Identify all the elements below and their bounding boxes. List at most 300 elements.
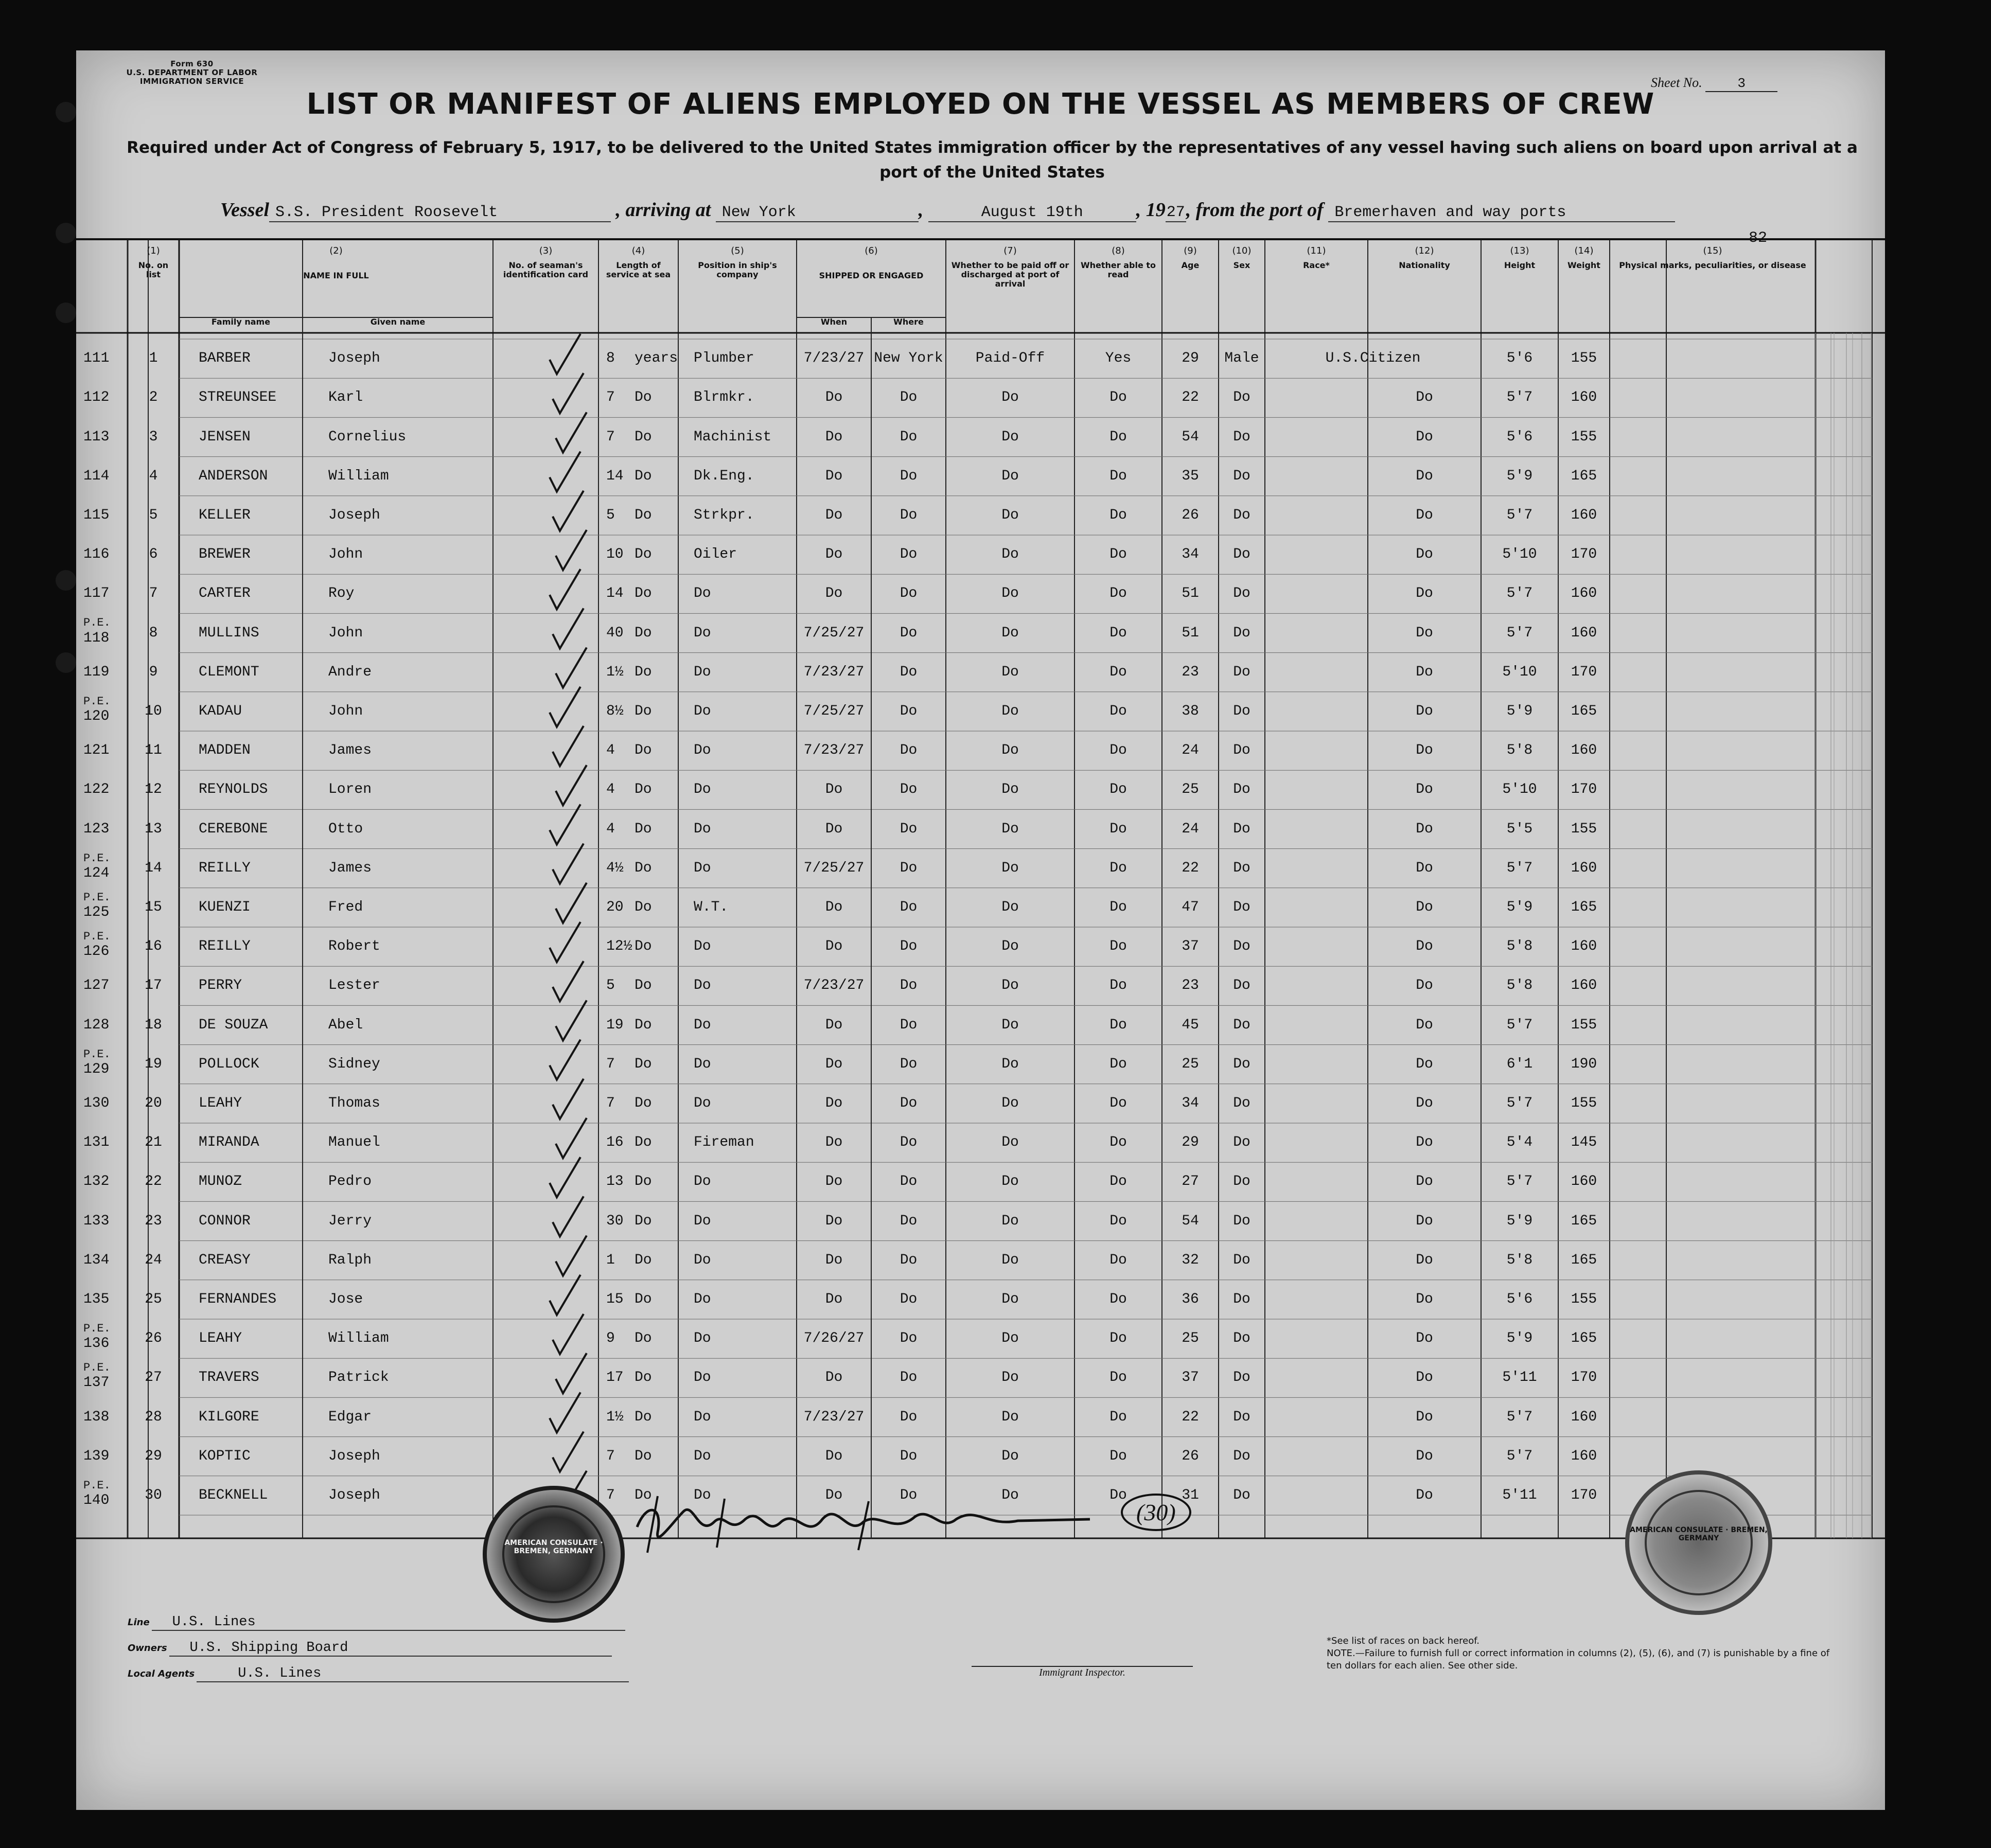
arrival-date: August 19th xyxy=(928,204,1136,222)
service-unit: Do xyxy=(635,1213,652,1229)
given-name: Karl xyxy=(328,389,363,406)
service-length: 4 xyxy=(606,821,615,837)
age: 34 xyxy=(1182,546,1199,563)
service-unit: Do xyxy=(635,468,652,484)
weight: 155 xyxy=(1571,821,1597,837)
height: 5'10 xyxy=(1502,664,1537,680)
family-name: ANDERSON xyxy=(199,468,268,484)
sheet-number-value: 3 xyxy=(1705,76,1777,92)
race: Do xyxy=(1416,585,1433,602)
height: 5'4 xyxy=(1506,1134,1533,1151)
paid-off: Do xyxy=(1001,1213,1019,1229)
height: 6'1 xyxy=(1506,1056,1533,1072)
height: 5'8 xyxy=(1506,1252,1533,1268)
able-to-read: Do xyxy=(1109,1095,1127,1111)
margin-mark: 82 xyxy=(1749,229,1768,247)
paid-off: Do xyxy=(1001,821,1019,837)
race: Do xyxy=(1416,703,1433,719)
paid-off: Do xyxy=(1001,1409,1019,1425)
service-length: 7 xyxy=(606,389,615,406)
pe-mark: P.E. xyxy=(83,930,111,943)
weight: 170 xyxy=(1571,1487,1597,1503)
able-to-read: Do xyxy=(1109,1134,1127,1151)
column-header: Physical marks, peculiarities, or disease xyxy=(1619,260,1806,270)
ship-position: Do xyxy=(694,1409,711,1425)
column-number: (3) xyxy=(539,245,553,256)
column-number: (2) xyxy=(329,245,343,256)
penalty-note: NOTE.—Failure to furnish full or correct information in columns (2), (5), (6), and (7) is punishable by a fine of ten dollars for each alien. See other side. xyxy=(1327,1648,1830,1671)
age: 22 xyxy=(1182,389,1199,406)
list-number: 9 xyxy=(149,664,158,680)
family-name: MULLINS xyxy=(199,625,259,641)
ship-position: Do xyxy=(694,938,711,955)
service-length: 7 xyxy=(606,1487,615,1503)
list-number: 12 xyxy=(145,781,162,798)
margin-number: 120 xyxy=(83,708,110,724)
able-to-read: Do xyxy=(1109,546,1127,563)
age: 51 xyxy=(1182,585,1199,602)
binder-hole xyxy=(56,652,76,673)
column-header: Height xyxy=(1504,260,1536,270)
pe-mark: P.E. xyxy=(83,1479,111,1492)
shipped-where: Do xyxy=(900,1487,918,1503)
sex: Male xyxy=(1224,350,1259,367)
sex: Do xyxy=(1233,507,1250,523)
shipped-where: Do xyxy=(900,546,918,563)
family-name: KUENZI xyxy=(199,899,251,915)
ship-position: Do xyxy=(694,781,711,798)
shipped-where: Do xyxy=(900,781,918,798)
height: 5'7 xyxy=(1506,585,1533,602)
agents-value: U.S. Lines xyxy=(197,1666,629,1682)
paid-off: Do xyxy=(1001,664,1019,680)
age: 22 xyxy=(1182,860,1199,876)
paid-off: Do xyxy=(1001,938,1019,955)
family-name: CREASY xyxy=(199,1252,251,1268)
list-number: 25 xyxy=(145,1291,162,1307)
list-number: 5 xyxy=(149,507,158,523)
service-length: 17 xyxy=(606,1370,624,1386)
margin-number: 134 xyxy=(83,1252,110,1268)
weight: 160 xyxy=(1571,585,1597,602)
ship-position: Blrmkr. xyxy=(694,389,754,406)
paid-off: Do xyxy=(1001,860,1019,876)
paid-off: Do xyxy=(1001,703,1019,719)
shipped-where: Do xyxy=(900,1056,918,1072)
column-number: (5) xyxy=(731,245,744,256)
shipped-where: Do xyxy=(900,821,918,837)
race: Do xyxy=(1416,664,1433,680)
family-name: KELLER xyxy=(199,507,251,523)
service-length: 1½ xyxy=(606,664,624,680)
given-name: Joseph xyxy=(328,1448,380,1464)
column-header: SHIPPED OR ENGAGED xyxy=(819,271,924,280)
departure-port: Bremerhaven and way ports xyxy=(1328,204,1675,222)
ship-position: Do xyxy=(694,978,711,994)
height: 5'6 xyxy=(1506,1291,1533,1307)
agents-field xyxy=(128,1666,668,1682)
owners-label: Owners xyxy=(128,1643,167,1654)
shipped-when: Do xyxy=(825,1252,843,1268)
column-header: Nationality xyxy=(1399,260,1450,270)
sex: Do xyxy=(1233,625,1250,641)
age: 38 xyxy=(1182,703,1199,719)
vessel-name: S.S. President Roosevelt xyxy=(269,204,611,222)
family-name: BECKNELL xyxy=(199,1487,268,1503)
race: Do xyxy=(1416,978,1433,994)
line-field xyxy=(128,1614,668,1631)
height: 5'9 xyxy=(1506,899,1533,915)
service-length: 7 xyxy=(606,1095,615,1111)
shipped-when: 7/23/27 xyxy=(803,664,865,680)
ship-position: Do xyxy=(694,664,711,680)
binder-hole xyxy=(56,223,76,243)
margin-number: 127 xyxy=(83,978,110,994)
footer-notes xyxy=(1327,1635,1841,1672)
able-to-read: Do xyxy=(1109,860,1127,876)
column-subheader: Given name xyxy=(370,317,426,327)
weight: 165 xyxy=(1571,1252,1597,1268)
able-to-read: Do xyxy=(1109,389,1127,406)
sex: Do xyxy=(1233,1291,1250,1307)
paid-off: Do xyxy=(1001,899,1019,915)
margin-number: 115 xyxy=(83,507,110,523)
stamp-inner-ring xyxy=(1645,1490,1753,1595)
shipped-where: Do xyxy=(900,625,918,641)
column-header: Position in ship's company xyxy=(698,260,777,279)
race: Do xyxy=(1416,938,1433,955)
age: 32 xyxy=(1182,1252,1199,1268)
shipped-when: Do xyxy=(825,1095,843,1111)
shipped-when: Do xyxy=(825,821,843,837)
weight: 160 xyxy=(1571,938,1597,955)
list-number: 3 xyxy=(149,429,158,445)
line-label: Line xyxy=(128,1617,150,1628)
ship-position: Fireman xyxy=(694,1134,754,1151)
column-header: Length of service at sea xyxy=(606,260,671,279)
paid-off: Do xyxy=(1001,1017,1019,1033)
inspector-line: Immigrant Inspector. xyxy=(972,1666,1193,1679)
age: 22 xyxy=(1182,1409,1199,1425)
shipped-when: 7/25/27 xyxy=(803,860,865,876)
family-name: DE SOUZA xyxy=(199,1017,268,1033)
race: Do xyxy=(1416,1330,1433,1347)
given-name: Cornelius xyxy=(328,429,407,445)
column-header: Whether able to read xyxy=(1080,260,1156,279)
service-unit: Do xyxy=(635,664,652,680)
paid-off: Do xyxy=(1001,978,1019,994)
race: Do xyxy=(1416,860,1433,876)
margin-number: 124 xyxy=(83,865,110,881)
consulate-stamp-right xyxy=(1625,1470,1772,1615)
race-note: *See list of races on back hereof. xyxy=(1327,1636,1479,1646)
race: Do xyxy=(1416,1134,1433,1151)
paid-off: Do xyxy=(1001,546,1019,563)
able-to-read: Do xyxy=(1109,742,1127,759)
signature-scribble xyxy=(627,1491,1203,1558)
line-value: U.S. Lines xyxy=(152,1614,625,1631)
paid-off: Do xyxy=(1001,1095,1019,1111)
column-header: Race* xyxy=(1303,260,1330,270)
ship-position: Do xyxy=(694,1448,711,1464)
given-name: Abel xyxy=(328,1017,363,1033)
able-to-read: Do xyxy=(1109,1056,1127,1072)
sex: Do xyxy=(1233,1487,1250,1503)
family-name: MADDEN xyxy=(199,742,251,759)
column-number: (11) xyxy=(1307,245,1326,256)
family-name: REYNOLDS xyxy=(199,781,268,798)
shipped-when: Do xyxy=(825,1448,843,1464)
given-name: Pedro xyxy=(328,1174,372,1190)
list-number: 27 xyxy=(145,1370,162,1386)
race: Do xyxy=(1416,429,1433,445)
sheet-number-label: Sheet No. xyxy=(1651,75,1702,90)
race: Do xyxy=(1416,1252,1433,1268)
race: Do xyxy=(1416,821,1433,837)
service-length: 20 xyxy=(606,899,624,915)
weight: 160 xyxy=(1571,507,1597,523)
pe-mark: P.E. xyxy=(83,1322,111,1335)
family-name: KADAU xyxy=(199,703,242,719)
ship-position: Do xyxy=(694,1017,711,1033)
weight: 165 xyxy=(1571,703,1597,719)
service-unit: years xyxy=(635,350,678,367)
year-prefix: 19 xyxy=(1146,199,1166,221)
able-to-read: Do xyxy=(1109,507,1127,523)
column-number: (13) xyxy=(1510,245,1529,256)
shipped-when: Do xyxy=(825,585,843,602)
paid-off: Do xyxy=(1001,1291,1019,1307)
ship-position: Do xyxy=(694,1252,711,1268)
family-name: PERRY xyxy=(199,978,242,994)
shipped-when: Do xyxy=(825,938,843,955)
shipped-when: Do xyxy=(825,1056,843,1072)
list-number: 26 xyxy=(145,1330,162,1347)
service-unit: Do xyxy=(635,781,652,798)
service-unit: Do xyxy=(635,860,652,876)
shipped-where: Do xyxy=(900,899,918,915)
shipped-when: Do xyxy=(825,781,843,798)
shipped-where: Do xyxy=(900,507,918,523)
service-length: 5 xyxy=(606,507,615,523)
column-number: (9) xyxy=(1184,245,1197,256)
family-name: LEAHY xyxy=(199,1330,242,1347)
race: Do xyxy=(1416,1213,1433,1229)
ship-position: Do xyxy=(694,742,711,759)
paid-off: Do xyxy=(1001,507,1019,523)
margin-number: 113 xyxy=(83,429,110,445)
sex: Do xyxy=(1233,1017,1250,1033)
given-name: Otto xyxy=(328,821,363,837)
age: 34 xyxy=(1182,1095,1199,1111)
race: Do xyxy=(1416,468,1433,484)
service-unit: Do xyxy=(635,978,652,994)
list-number: 6 xyxy=(149,546,158,563)
age: 36 xyxy=(1182,1291,1199,1307)
shipped-where: Do xyxy=(900,585,918,602)
paid-off: Do xyxy=(1001,389,1019,406)
able-to-read: Do xyxy=(1109,1448,1127,1464)
margin-number: 128 xyxy=(83,1017,110,1033)
shipped-where: New York xyxy=(874,350,943,367)
given-name: William xyxy=(328,468,389,484)
height: 5'6 xyxy=(1506,350,1533,367)
race: U.S.Citizen xyxy=(1325,350,1421,367)
shipped-when: Do xyxy=(825,1487,843,1503)
age: 24 xyxy=(1182,742,1199,759)
able-to-read: Do xyxy=(1109,703,1127,719)
signature xyxy=(627,1491,1203,1558)
margin-number: 121 xyxy=(83,742,110,759)
race: Do xyxy=(1416,1487,1433,1503)
weight: 155 xyxy=(1571,429,1597,445)
age: 54 xyxy=(1182,429,1199,445)
able-to-read: Do xyxy=(1109,468,1127,484)
weight: 145 xyxy=(1571,1134,1597,1151)
paid-off: Paid-Off xyxy=(975,350,1045,367)
column-number: (7) xyxy=(1003,245,1017,256)
able-to-read: Do xyxy=(1109,585,1127,602)
able-to-read: Do xyxy=(1109,1409,1127,1425)
document-subtitle: Required under Act of Congress of February 5, 1917, to be delivered to the United States immigration officer by the representatives of any vessel having such aliens on board upon arrival at a port of the United States xyxy=(127,138,1858,182)
age: 31 xyxy=(1182,1487,1199,1503)
able-to-read: Do xyxy=(1109,664,1127,680)
margin-number: 114 xyxy=(83,468,110,484)
able-to-read: Do xyxy=(1109,899,1127,915)
able-to-read: Do xyxy=(1109,625,1127,641)
service-unit: Do xyxy=(635,1174,652,1190)
shipped-where: Do xyxy=(900,860,918,876)
given-name: Roy xyxy=(328,585,355,602)
sex: Do xyxy=(1233,860,1250,876)
ship-position: Strkpr. xyxy=(694,507,754,523)
height: 5'7 xyxy=(1506,507,1533,523)
sex: Do xyxy=(1233,1370,1250,1386)
age: 37 xyxy=(1182,1370,1199,1386)
sex: Do xyxy=(1233,781,1250,798)
signature-count: (30) xyxy=(1121,1494,1191,1531)
shipped-when: 7/23/27 xyxy=(803,742,865,759)
service-unit: Do xyxy=(635,625,652,641)
service-length: 7 xyxy=(606,1448,615,1464)
paid-off: Do xyxy=(1001,585,1019,602)
given-name: Jerry xyxy=(328,1213,372,1229)
list-number: 20 xyxy=(145,1095,162,1111)
form-identifier xyxy=(107,60,277,86)
height: 5'7 xyxy=(1506,1095,1533,1111)
ship-position: Do xyxy=(694,1330,711,1347)
service-unit: Do xyxy=(635,821,652,837)
column-subheader: Family name xyxy=(211,317,271,327)
shipped-when: Do xyxy=(825,1174,843,1190)
pe-mark: P.E. xyxy=(83,891,111,904)
sex: Do xyxy=(1233,429,1250,445)
shipped-when: Do xyxy=(825,429,843,445)
given-name: Ralph xyxy=(328,1252,372,1268)
margin-number: 140 xyxy=(83,1492,110,1508)
family-name: CARTER xyxy=(199,585,251,602)
binder-hole xyxy=(56,102,76,122)
margin-number: 129 xyxy=(83,1061,110,1077)
shipped-when: Do xyxy=(825,1213,843,1229)
list-number: 21 xyxy=(145,1134,162,1151)
weight: 155 xyxy=(1571,1017,1597,1033)
ship-position: Dk.Eng. xyxy=(694,468,754,484)
height: 5'9 xyxy=(1506,1330,1533,1347)
margin-number: 125 xyxy=(83,904,110,920)
family-name: KOPTIC xyxy=(199,1448,251,1464)
family-name: REILLY xyxy=(199,860,251,876)
weight: 160 xyxy=(1571,1409,1597,1425)
weight: 165 xyxy=(1571,1330,1597,1347)
shipped-where: Do xyxy=(900,468,918,484)
shipped-where: Do xyxy=(900,1134,918,1151)
height: 5'7 xyxy=(1506,1409,1533,1425)
column-subheader: When xyxy=(820,317,848,327)
shipped-when: Do xyxy=(825,899,843,915)
service-length: 13 xyxy=(606,1174,624,1190)
sex: Do xyxy=(1233,389,1250,406)
list-number: 13 xyxy=(145,821,162,837)
family-name: MUNOZ xyxy=(199,1174,242,1190)
margin-number: 138 xyxy=(83,1409,110,1425)
service-unit: Do xyxy=(635,1017,652,1033)
service-unit: Do xyxy=(635,1409,652,1425)
given-name: Joseph xyxy=(328,1487,380,1503)
weight: 170 xyxy=(1571,1370,1597,1386)
service-unit: Do xyxy=(635,1252,652,1268)
able-to-read: Do xyxy=(1109,1330,1127,1347)
height: 5'9 xyxy=(1506,703,1533,719)
binder-hole xyxy=(56,303,76,323)
service-unit: Do xyxy=(635,1370,652,1386)
family-name: REILLY xyxy=(199,938,251,955)
margin-number: 117 xyxy=(83,585,110,602)
shipped-where: Do xyxy=(900,1448,918,1464)
list-number: 10 xyxy=(145,703,162,719)
age: 29 xyxy=(1182,350,1199,367)
shipped-where: Do xyxy=(900,1213,918,1229)
height: 5'5 xyxy=(1506,821,1533,837)
margin-number: 130 xyxy=(83,1095,110,1111)
service-length: 1 xyxy=(606,1252,615,1268)
shipped-where: Do xyxy=(900,1291,918,1307)
paid-off: Do xyxy=(1001,1448,1019,1464)
margin-number: 136 xyxy=(83,1336,110,1352)
service-length: 4 xyxy=(606,781,615,798)
able-to-read: Yes xyxy=(1105,350,1132,367)
race: Do xyxy=(1416,1291,1433,1307)
sex: Do xyxy=(1233,703,1250,719)
list-number: 1 xyxy=(149,350,158,367)
service-length: 4 xyxy=(606,742,615,759)
weight: 160 xyxy=(1571,742,1597,759)
column-number: (14) xyxy=(1574,245,1594,256)
given-name: Jose xyxy=(328,1291,363,1307)
weight: 190 xyxy=(1571,1056,1597,1072)
ship-position: Do xyxy=(694,1487,711,1503)
sex: Do xyxy=(1233,1252,1250,1268)
ship-position: Do xyxy=(694,625,711,641)
list-number: 7 xyxy=(149,585,158,602)
shipped-when: Do xyxy=(825,1017,843,1033)
height: 5'8 xyxy=(1506,938,1533,955)
race: Do xyxy=(1416,1095,1433,1111)
height: 5'7 xyxy=(1506,1448,1533,1464)
age: 23 xyxy=(1182,978,1199,994)
sex: Do xyxy=(1233,585,1250,602)
column-number: (8) xyxy=(1112,245,1125,256)
